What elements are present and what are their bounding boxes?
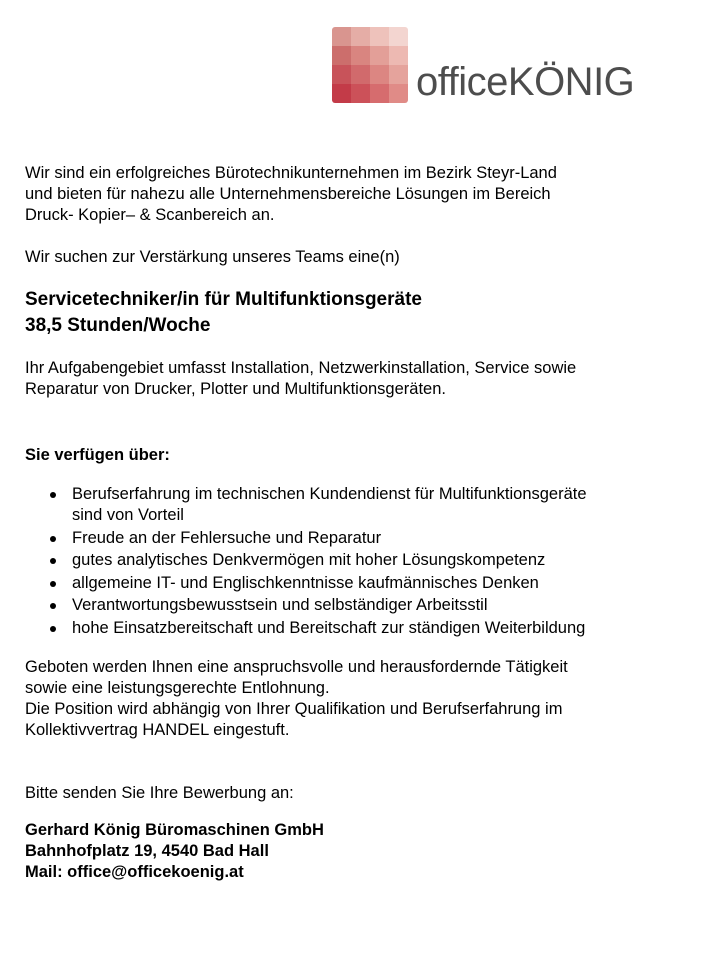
search-line: Wir suchen zur Verstärkung unseres Teams eine(n) (25, 248, 400, 266)
logo-tile (370, 46, 389, 65)
logo-wordmark: officeKÖNIG (416, 60, 635, 104)
requirements-list (25, 484, 695, 639)
logo-tile (351, 46, 370, 65)
job-heading (25, 287, 695, 339)
contact-address: Bahnhofplatz 19, 4540 Bad Hall (25, 841, 269, 860)
requirement-item: gutes analytisches Denkvermögen mit hoher Lösungskompetenz (25, 550, 695, 571)
requirements-heading: Sie verfügen über: (25, 446, 170, 464)
offer-paragraph: Geboten werden Ihnen eine anspruchsvolle und herausfordernde Tätigkeit sowie eine leistungsgerechte Entlohnung. Die Position wird abhängig von Ihrer Qualifikation und Berufserfahrung im Kollektivvertrag HANDEL eingestuft. (25, 657, 568, 739)
logo-mosaic (332, 27, 408, 103)
logo-tile (389, 65, 408, 84)
contact-mail[interactable]: Mail: office@officekoenig.at (25, 862, 244, 881)
logo-tile (370, 65, 389, 84)
logo-tile (332, 46, 351, 65)
contact-block (25, 820, 695, 883)
logo-tile (351, 65, 370, 84)
logo-tile (351, 27, 370, 46)
apply-line: Bitte senden Sie Ihre Bewerbung an: (25, 783, 294, 802)
requirement-item: Verantwortungsbewusstsein und selbständiger Arbeitsstil (25, 595, 695, 616)
logo-tile (389, 27, 408, 46)
logo-tile (389, 46, 408, 65)
intro-paragraph: Wir sind ein erfolgreiches Bürotechnikunternehmen im Bezirk Steyr-Land und bieten für nahezu alle Unternehmensbereiche Lösungen im Bereich Druck- Kopier– & Scanbereich an. (25, 164, 557, 224)
logo-tile (332, 27, 351, 46)
company-logo (332, 27, 692, 105)
logo-tile (370, 27, 389, 46)
logo-tile (332, 65, 351, 84)
logo-tile (370, 84, 389, 103)
job-ad (25, 163, 695, 883)
requirement-item: Freude an der Fehlersuche und Reparatur (25, 528, 695, 549)
requirement-item: Berufserfahrung im technischen Kundendienst für Multifunktionsgeräte sind von Vorteil (25, 484, 695, 526)
logo-tile (332, 84, 351, 103)
requirement-item: allgemeine IT- und Englischkenntnisse kaufmännisches Denken (25, 573, 695, 594)
contact-company: Gerhard König Büromaschinen GmbH (25, 820, 324, 839)
requirement-item: hohe Einsatzbereitschaft und Bereitschaft zur ständigen Weiterbildung (25, 618, 695, 639)
job-hours: 38,5 Stunden/Woche (25, 315, 211, 336)
tasks-paragraph: Ihr Aufgabengebiet umfasst Installation, Netzwerkinstallation, Service sowie Reparatur von Drucker, Plotter und Multifunktionsgeräten. (25, 359, 577, 398)
logo-tile (389, 84, 408, 103)
logo-tile (351, 84, 370, 103)
job-title: Servicetechniker/in für Multifunktionsgeräte (25, 289, 422, 310)
